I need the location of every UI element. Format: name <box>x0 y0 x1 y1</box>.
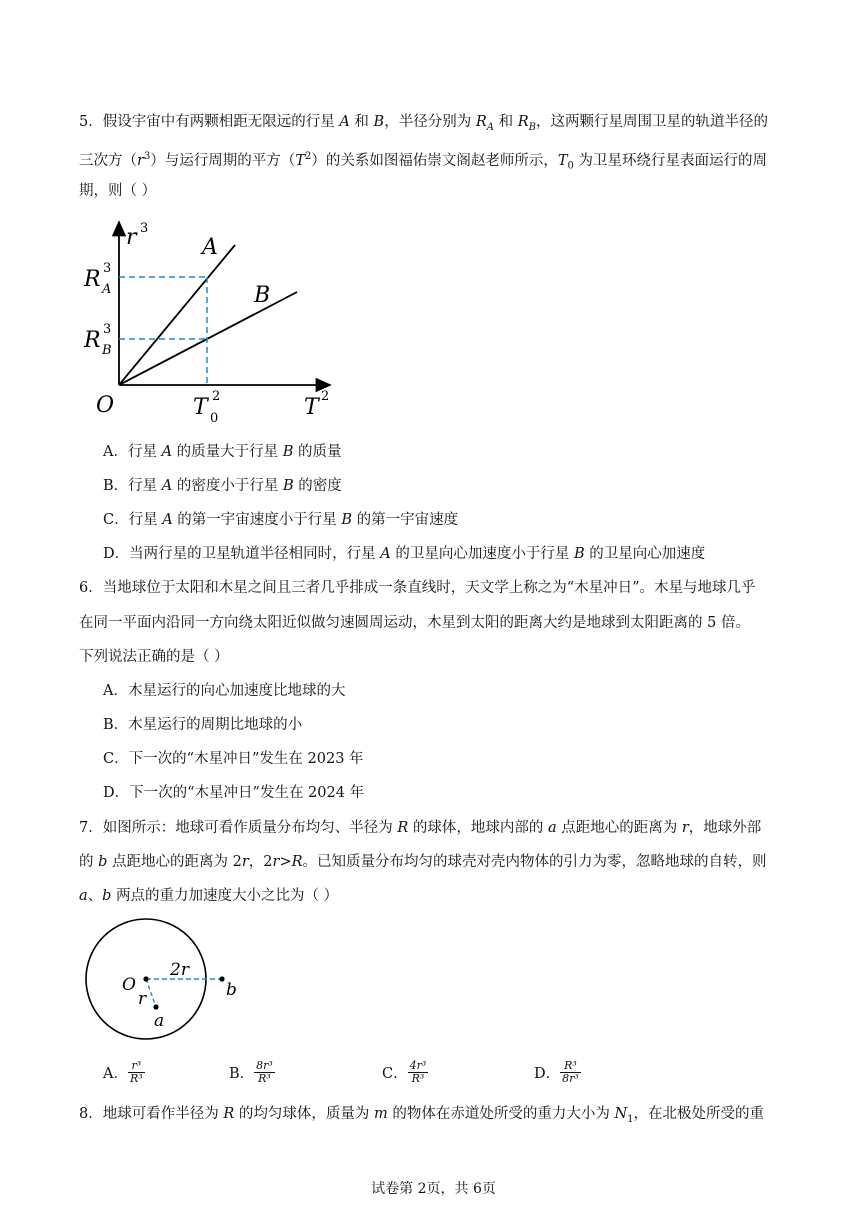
line-b-label: B <box>254 283 271 308</box>
y-axis-sup: 3 <box>140 221 149 236</box>
q5-line-2: 三次方$(r^3)$与运行周期的平方$(T^2)$的关系如图福佑崇文阁赵老师所示，$T_0$ 为卫星环绕行星表面运行的周 <box>79 151 768 172</box>
q7-choice-d: D． $\frac{\text{R³}}{\text{8r³}}$ <box>534 1059 579 1085</box>
y-axis-label: r <box>126 225 137 250</box>
label-2r: 2r <box>170 960 189 980</box>
q5-graph <box>78 212 348 427</box>
ra-sup: 3 <box>103 261 112 276</box>
rb-sub: B <box>102 343 112 358</box>
q7-line-2: 的 b 点距地心的距离为 2r，2r>R。已知质量分布均匀的球壳对壳内物体的引力为零，忽略地球的自转，则 <box>79 854 767 870</box>
q5-line-1: 5．假设宇宙中有两颗相距无限远的行星 A 和 B，半径分别为 $R_A$ 和 $R_B$，这两颗行星周围卫星的轨道半径的 <box>79 114 768 133</box>
q5-line-3: 期，则（ ） <box>79 183 157 199</box>
center-label: O <box>122 975 136 995</box>
q8-line-1: 8．地球可看作半径为 R 的均匀球体，质量为 m 的物体在赤道处所受的重力大小为 $N_1$，在北极处所受的重 <box>79 1106 765 1125</box>
point-a-dot <box>153 1004 158 1009</box>
center-dot <box>143 976 148 981</box>
line-a <box>119 245 235 385</box>
q7-choice-c: C． $\frac{\text{4r³}}{\text{R³}}$ <box>382 1059 427 1085</box>
q5-option-c: C．行星 A 的第一宇宙速度小于行星 B 的第一宇宙速度 <box>103 512 459 528</box>
ra-label: R <box>84 267 101 292</box>
rb-label: R <box>84 328 101 353</box>
t0-sup: 2 <box>212 389 221 404</box>
point-b-dot <box>219 976 224 981</box>
q6-option-a: A．木星运行的向心加速度比地球的大 <box>103 683 346 699</box>
ra-sub: A <box>102 282 112 297</box>
q6-line-2: 在同一平面内沿同一方向绕太阳近似做匀速圆周运动，木星到太阳的距离大约是地球到太阳距离的 5 倍。 <box>79 615 750 631</box>
q5-option-a: A．行星 A 的质量大于行星 B 的质量 <box>103 444 342 460</box>
x-axis-label: T <box>304 395 319 420</box>
q7-line-3: a、b 两点的重力加速度大小之比为（ ） <box>79 888 339 904</box>
q6-line-3: 下列说法正确的是（ ） <box>79 649 229 665</box>
q6-option-c: C．下一次的“木星冲日”发生在 2023 年 <box>103 751 364 767</box>
q6-line-1: 6．当地球位于太阳和木星之间且三者几乎排成一条直线时，天文学上称之为“木星冲日”。木星与地球几乎 <box>79 580 756 596</box>
q7-choice-b: B． $\frac{\text{8r³}}{\text{R³}}$ <box>229 1059 273 1085</box>
t0-sub: 0 <box>210 411 219 426</box>
q7-line-1: 7．如图所示：地球可看作质量分布均匀、半径为 R 的球体，地球内部的 a 点距地心的距离为 r，地球外部 <box>79 820 762 836</box>
q6-option-b: B．木星运行的周期比地球的小 <box>103 717 303 733</box>
dash-r <box>146 979 156 1007</box>
label-r: r <box>138 989 147 1009</box>
x-axis-sup: 2 <box>321 389 330 404</box>
page-footer: 试卷第 2页，共 6页 <box>371 1181 496 1197</box>
line-b <box>119 292 297 385</box>
label-a: a <box>154 1011 165 1031</box>
rb-sup: 3 <box>103 322 112 337</box>
origin-label: O <box>96 393 115 418</box>
q7-figure <box>80 916 260 1046</box>
label-b: b <box>226 980 237 1000</box>
t0-label: T <box>193 395 208 420</box>
q7-choice-a: A． $\frac{\text{r³}}{\text{R³}}$ <box>103 1059 143 1085</box>
line-a-label: A <box>202 235 218 260</box>
q5-option-b: B．行星 A 的密度小于行星 B 的密度 <box>103 478 342 494</box>
q5-option-d: D．当两行星的卫星轨道半径相同时，行星 A 的卫星向心加速度小于行星 B 的卫星向心加速度 <box>103 546 706 562</box>
q6-option-d: D．下一次的“木星冲日”发生在 2024 年 <box>103 785 365 801</box>
